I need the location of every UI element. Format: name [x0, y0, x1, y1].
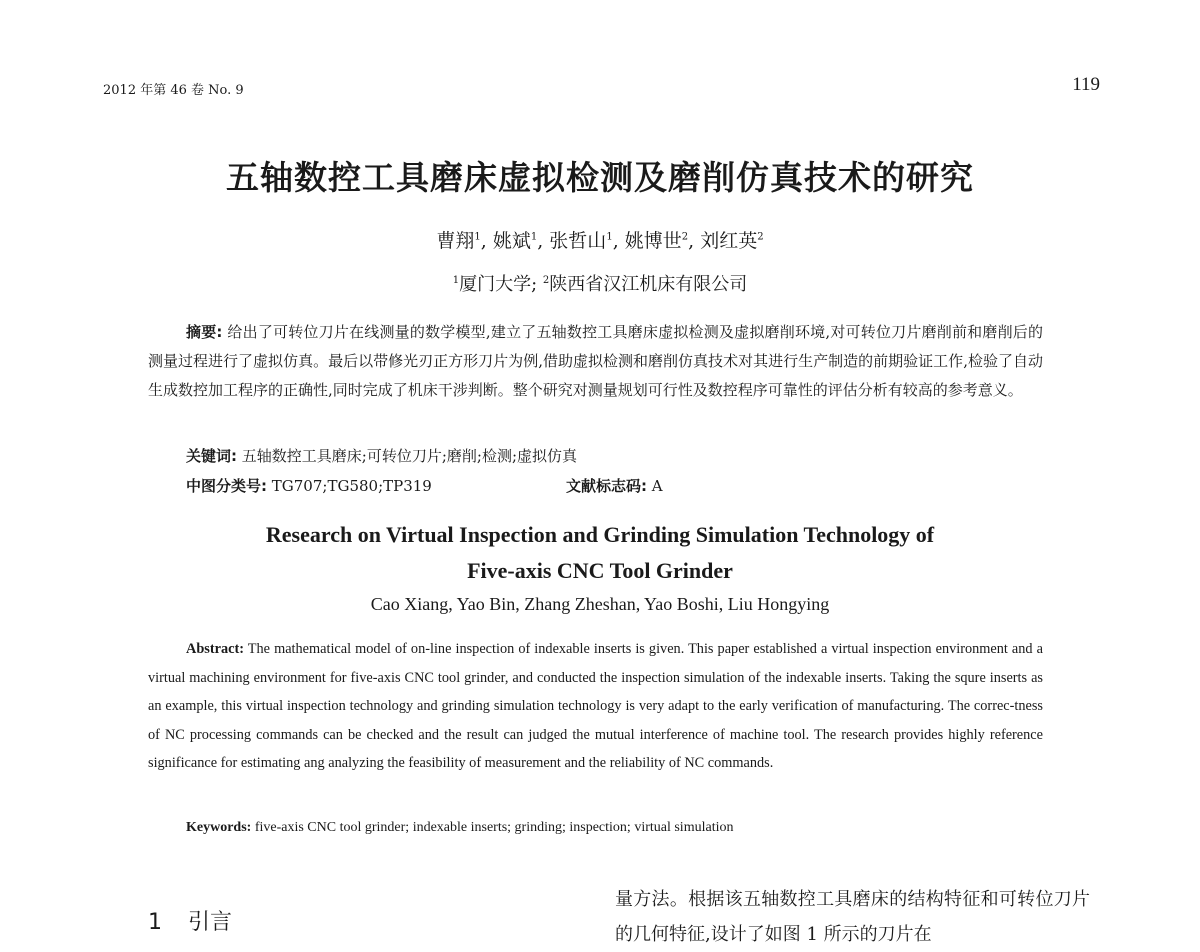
- body-text-right-column: 量方法。根据该五轴数控工具磨床的结构特征和可转位刀片的几何特征,设计了如图 1 所示的刀片在: [615, 889, 1090, 945]
- classification-label: 中图分类号:: [186, 477, 267, 495]
- author-cn: 姚博世$^2$: [624, 230, 689, 252]
- section-heading: [148, 905, 232, 936]
- document-code-label: 文献标志码:: [566, 477, 647, 495]
- classification-text: TG707;TG580;TP319: [271, 477, 432, 495]
- keywords-en: [186, 820, 733, 836]
- author-cn: 刘红英$^2$: [700, 230, 764, 252]
- authors-en: Cao Xiang, Yao Bin, Zhang Zheshan, Yao Boshi, Liu Hongying: [370, 594, 830, 614]
- document-code-text: A: [651, 477, 663, 495]
- affiliations-cn: $^1$厦门大学; $^2$陕西省汉江机床有限公司: [452, 274, 748, 295]
- title-cn: 五轴数控工具磨床虚拟检测及磨削仿真技术的研究: [226, 158, 974, 197]
- title-en-line1: Research on Virtual Inspection and Grinding Simulation Technology of: [265, 522, 935, 547]
- classification-number: [186, 475, 432, 496]
- affiliation-1: 厦门大学;: [459, 274, 538, 295]
- authors-cn: 曹翔$^1$, 姚斌$^1$, 张哲山$^1$, 姚博世$^2$, 刘红英$^2$: [436, 230, 764, 252]
- title-en: [0, 517, 1200, 589]
- abstract-en-text: The mathematical model of on-line inspection of indexable inserts is given. This paper established a virtual inspection environment and a virtual machining environment for five-axis CNC tool grinder, and conducted the inspection simulation of the indexable inserts. Taking the squre inserts as an example, this virtual inspection technology and grinding simulation technology is very adapt to the early verification of manufacturing. The correc-tness of NC processing commands can be checked and the result can judged the mutual interference of machine tool. The research provides highly reference significance for estimating ang analyzing the feasibility of measurement and the reliability of NC commands.: [148, 641, 1043, 771]
- affiliation-2: 陕西省汉江机床有限公司: [549, 274, 748, 295]
- title-en-line2: Five-axis CNC Tool Grinder: [467, 558, 733, 583]
- abstract-en: [148, 635, 1043, 778]
- page-number: 119: [1072, 74, 1100, 95]
- keywords-cn-label: 关键词:: [186, 447, 237, 465]
- abstract-en-label: Abstract:: [186, 641, 244, 657]
- abstract-cn: [148, 318, 1043, 405]
- author-cn: 姚斌$^1$: [492, 230, 538, 252]
- journal-issue: 2012 年第 46 卷 No. 9: [103, 83, 244, 98]
- keywords-en-text: five-axis CNC tool grinder; indexable inserts; grinding; inspection; virtual simulation: [254, 820, 734, 835]
- document-code: [566, 475, 663, 496]
- author-cn: 张哲山$^1$: [549, 230, 613, 252]
- section-title: 引言: [188, 910, 233, 935]
- keywords-cn-text: 五轴数控工具磨床;可转位刀片;磨削;检测;虚拟仿真: [241, 447, 577, 465]
- abstract-cn-label: 摘要:: [186, 323, 223, 341]
- keywords-cn: [186, 445, 577, 466]
- author-cn: 曹翔$^1$: [436, 230, 481, 252]
- abstract-cn-text: 给出了可转位刀片在线测量的数学模型,建立了五轴数控工具磨床虚拟检测及虚拟磨削环境,对可转位刀片磨削前和磨削后的测量过程进行了虚拟仿真。最后以带修光刃正方形刀片为例,借助虚拟检测和磨削仿真技术对其进行生产制造的前期验证工作,检验了自动生成数控加工程序的正确性,同时完成了机床干涉判断。整个研究对测量规划可行性及数控程序可靠性的评估分析有较高的参考意义。: [148, 323, 1044, 399]
- section-number: 1: [148, 910, 162, 935]
- keywords-en-label: Keywords:: [186, 820, 252, 835]
